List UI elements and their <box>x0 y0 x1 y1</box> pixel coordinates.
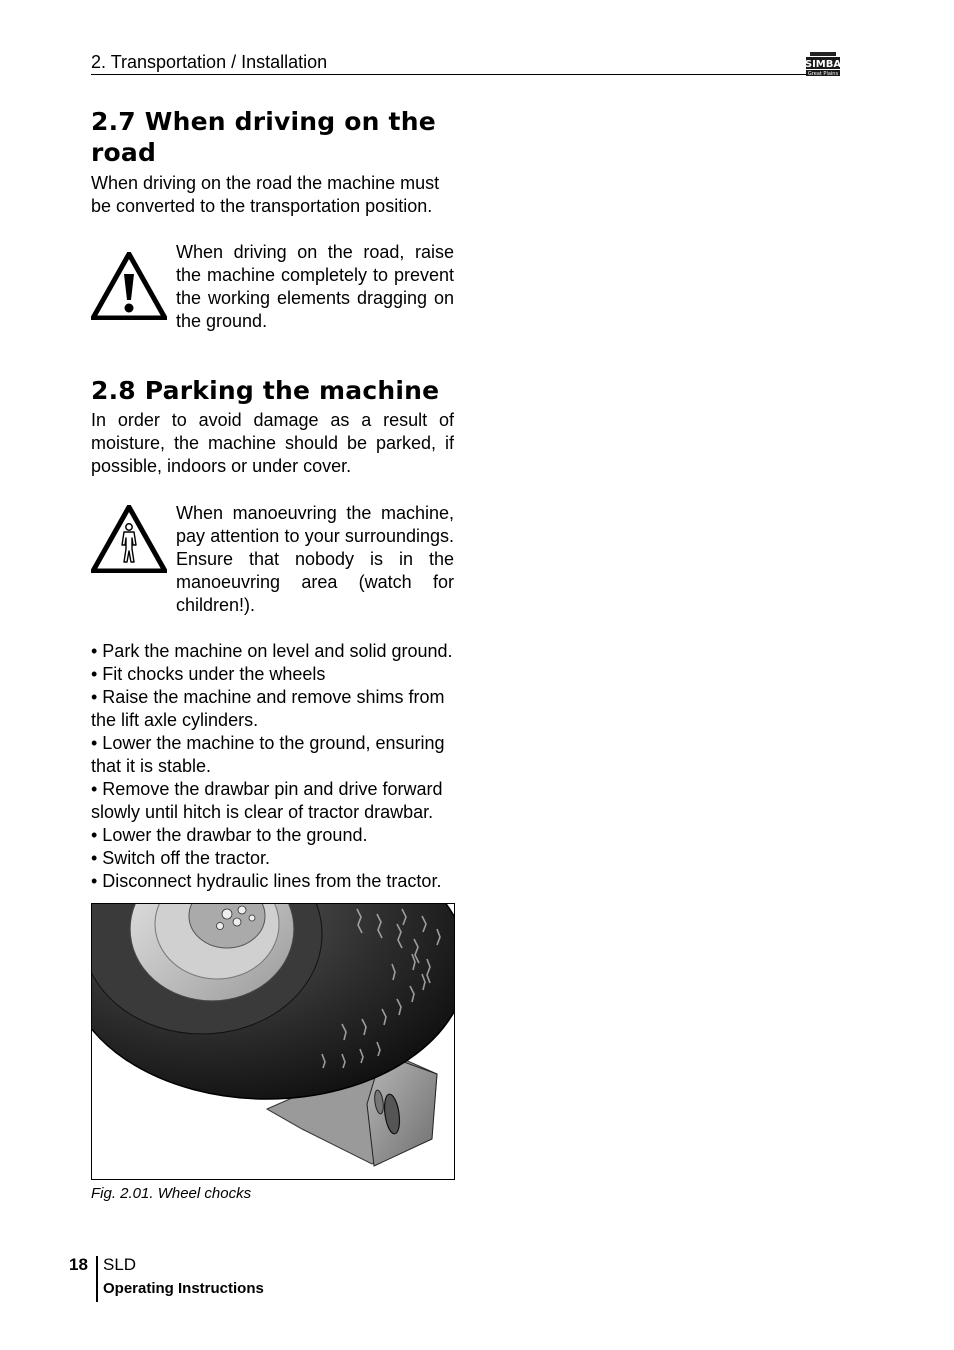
footer-doc-title: Operating Instructions <box>103 1280 264 1297</box>
page-number: 18 <box>69 1255 88 1274</box>
list-item: • Lower the drawbar to the ground. <box>91 825 368 845</box>
header-rule <box>91 74 840 75</box>
wheel-chock-figure <box>91 903 455 1180</box>
list-item: • Remove the drawbar pin and drive forward slowly until hitch is clear of tractor drawbar. <box>91 779 443 822</box>
section-2-8-intro: In order to avoid damage as a result of moisture, the machine should be parked, if possible, indoors or under cover. <box>91 410 454 476</box>
footer-divider <box>96 1256 98 1302</box>
section-2-7-intro: When driving on the road the machine must be converted to the transportation position. <box>91 173 440 216</box>
list-item: • Park the machine on level and solid ground. <box>91 641 453 661</box>
exclamation-warning-icon <box>91 252 167 325</box>
list-item: • Raise the machine and remove shims from the lift axle cylinders. <box>91 687 445 730</box>
section-2-8-warning: When manoeuvring the machine, pay attention to your surroundings. Ensure that nobody is in the manoeuvring area (watch for children!). <box>176 503 454 615</box>
list-item: • Lower the machine to the ground, ensuring that it is stable. <box>91 733 445 776</box>
person-warning-icon <box>91 505 167 578</box>
section-2-8-title: 2.8 Parking the machine <box>91 376 440 405</box>
footer-model: SLD <box>103 1255 137 1274</box>
list-item: • Disconnect hydraulic lines from the tractor. <box>91 871 442 891</box>
simba-logo <box>806 52 840 76</box>
list-item: • Switch off the tractor. <box>91 848 271 868</box>
logo-subtitle: Great Plains <box>807 71 839 76</box>
list-item: • Fit chocks under the wheels <box>91 664 326 684</box>
figure-caption: Fig. 2.01. Wheel chocks <box>91 1185 252 1202</box>
logo-wordmark: SIMBA <box>806 59 840 70</box>
running-header: 2. Transportation / Installation <box>91 52 328 72</box>
section-2-7-title: 2.7 When driving on the road <box>91 107 436 167</box>
section-2-7-warning: When driving on the road, raise the machine completely to prevent the working elements dragging on the ground. <box>176 242 454 331</box>
parking-steps-list <box>91 640 461 893</box>
